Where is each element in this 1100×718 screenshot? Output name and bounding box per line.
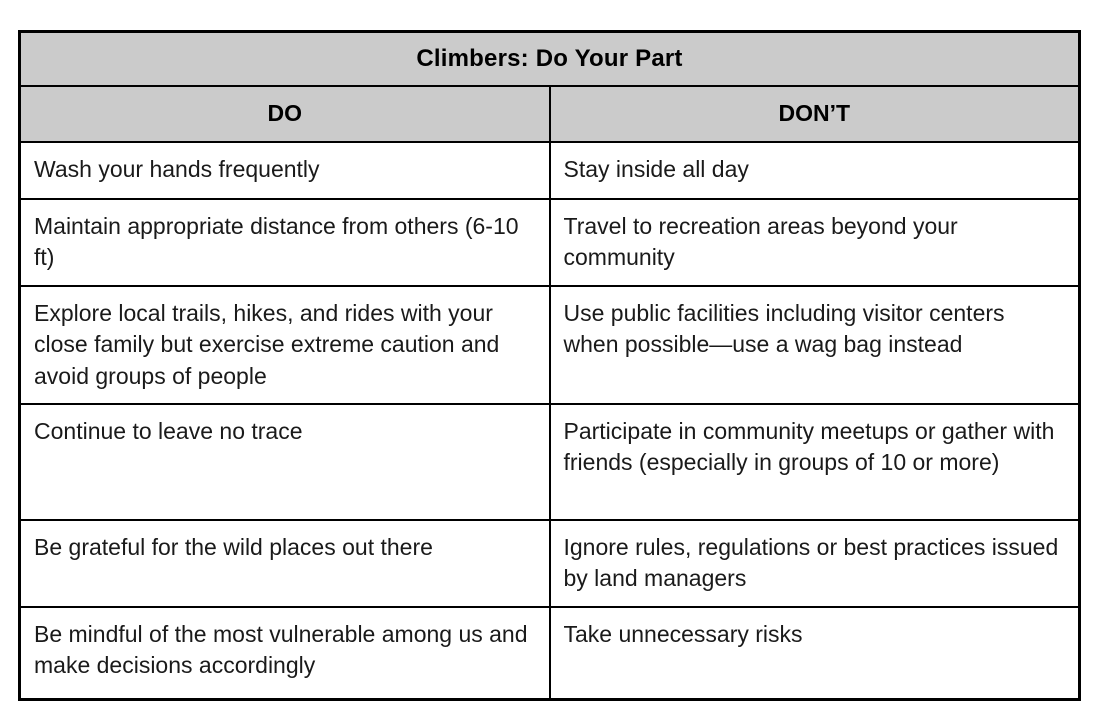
dont-cell: Ignore rules, regulations or best practices issued by land managers bbox=[550, 520, 1080, 607]
dont-cell: Take unnecessary risks bbox=[550, 607, 1080, 700]
do-cell: Continue to leave no trace bbox=[20, 404, 550, 520]
column-header-row bbox=[20, 86, 1080, 142]
table-row bbox=[20, 404, 1080, 520]
table-title: Climbers: Do Your Part bbox=[20, 32, 1080, 86]
do-cell: Explore local trails, hikes, and rides with your close family but exercise extreme caution and avoid groups of people bbox=[20, 286, 550, 404]
table-row bbox=[20, 199, 1080, 286]
table-row bbox=[20, 142, 1080, 199]
do-cell: Be grateful for the wild places out there bbox=[20, 520, 550, 607]
table-row bbox=[20, 607, 1080, 700]
dont-cell: Use public facilities including visitor centers when possible—use a wag bag instead bbox=[550, 286, 1080, 404]
do-cell: Be mindful of the most vulnerable among us and make decisions accordingly bbox=[20, 607, 550, 700]
table-row bbox=[20, 520, 1080, 607]
title-row bbox=[20, 32, 1080, 86]
do-cell: Wash your hands frequently bbox=[20, 142, 550, 199]
do-dont-table bbox=[18, 30, 1081, 701]
dont-cell: Stay inside all day bbox=[550, 142, 1080, 199]
table-row bbox=[20, 286, 1080, 404]
column-header-do: DO bbox=[20, 86, 550, 142]
do-cell: Maintain appropriate distance from others (6-10 ft) bbox=[20, 199, 550, 286]
dont-cell: Travel to recreation areas beyond your community bbox=[550, 199, 1080, 286]
dont-cell: Participate in community meetups or gather with friends (especially in groups of 10 or more) bbox=[550, 404, 1080, 520]
column-header-dont: DON’T bbox=[550, 86, 1080, 142]
